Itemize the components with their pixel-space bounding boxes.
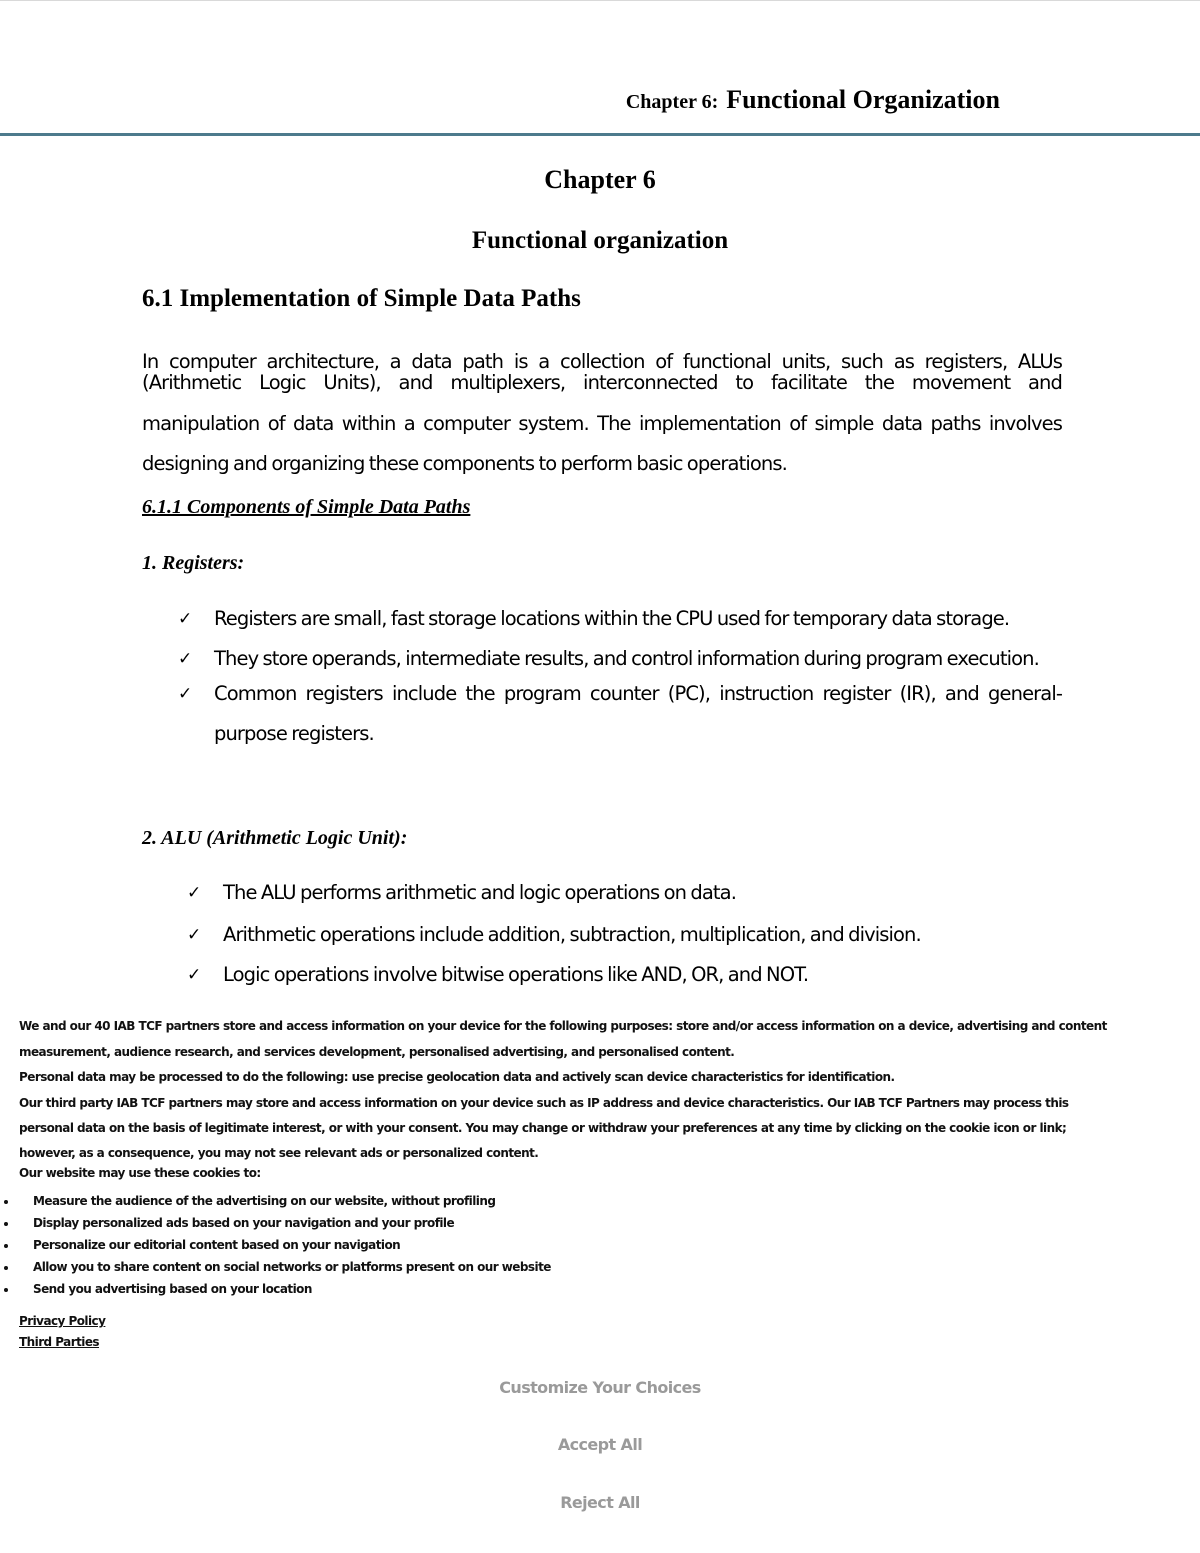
intro-paragraph <box>142 351 1062 474</box>
bullet-text: Arithmetic operations include addition, subtraction, multiplication, and division. <box>223 923 921 946</box>
intro-line: manipulation of data within a computer system. The implementation of simple data paths involves <box>142 412 1062 435</box>
consent-line: Our website may use these cookies to: <box>19 1165 261 1180</box>
header-chapter-title: Functional Organization <box>726 85 1000 114</box>
intro-line: (Arithmetic Logic Units), and multiplexers, interconnected to facilitate the movement and <box>142 371 1062 394</box>
bullet-text: Registers are small, fast storage locations within the CPU used for temporary data storage. <box>214 607 1010 630</box>
checkmark-icon: ✓ <box>187 883 201 903</box>
section-heading: 6.1 Implementation of Simple Data Paths <box>142 285 581 312</box>
bullet-text: They store operands, intermediate results, and control information during program execution. <box>214 647 1039 670</box>
consent-line: Our third party IAB TCF partners may store and access information on your device such as IP address and device characteristics. Our IAB TCF Partners may process this <box>19 1095 1069 1110</box>
privacy-policy-link[interactable]: Privacy Policy <box>19 1314 106 1328</box>
list-item: Allow you to share content on social networks or platforms present on our website <box>2 1256 551 1278</box>
consent-line: personal data on the basis of legitimate interest, or with your consent. You may change or withdraw your preferences at any time by clicking on the cookie icon or link; <box>19 1121 1067 1135</box>
intro-line: In computer architecture, a data path is a collection of functional units, such as registers, ALUs <box>142 350 1062 373</box>
reject-all-button[interactable]: Reject All <box>0 1493 1200 1512</box>
chapter-number: Chapter 6 <box>544 165 656 194</box>
list-item <box>187 955 1062 995</box>
checkmark-icon: ✓ <box>178 609 192 629</box>
consent-text <box>19 1014 1149 1182</box>
list-item: Send you advertising based on your location <box>2 1278 551 1300</box>
cookie-consent-banner <box>0 1010 1200 1553</box>
customize-choices-button[interactable]: Customize Your Choices <box>0 1378 1200 1397</box>
running-header <box>0 85 1000 115</box>
cookie-uses-list <box>2 1190 551 1300</box>
registers-list <box>178 599 1062 754</box>
bullet-text: The ALU performs arithmetic and logic operations on data. <box>223 881 736 904</box>
registers-heading: 1. Registers: <box>142 552 245 574</box>
list-item <box>178 599 1062 639</box>
list-item <box>178 674 1062 754</box>
checkmark-icon: ✓ <box>178 684 192 704</box>
chapter-title: Functional organization <box>471 227 729 254</box>
accept-all-button[interactable]: Accept All <box>0 1435 1200 1454</box>
list-item: Display personalized ads based on your navigation and your profile <box>2 1212 551 1234</box>
subsection-heading: 6.1.1 Components of Simple Data Paths <box>142 496 471 518</box>
checkmark-icon: ✓ <box>187 965 201 985</box>
alu-heading: 2. ALU (Arithmetic Logic Unit): <box>142 827 408 849</box>
checkmark-icon: ✓ <box>178 649 192 669</box>
list-item: Measure the audience of the advertising on our website, without profiling <box>2 1190 551 1212</box>
header-chapter-label: Chapter 6: <box>625 91 719 113</box>
alu-list <box>187 873 1062 995</box>
checkmark-icon: ✓ <box>187 925 201 945</box>
consent-line: however, as a consequence, you may not see relevant ads or personalized content. <box>19 1145 539 1160</box>
third-parties-link[interactable]: Third Parties <box>19 1335 99 1349</box>
list-item <box>187 915 1062 955</box>
intro-line: designing and organizing these components to perform basic operations. <box>142 452 787 475</box>
list-item: Personalize our editorial content based on your navigation <box>2 1234 551 1256</box>
bullet-text: Logic operations involve bitwise operations like AND, OR, and NOT. <box>223 963 809 986</box>
list-item <box>187 873 1062 913</box>
consent-line: We and our 40 IAB TCF partners store and access information on your device for the following purposes: store and/or access information on a device, advertising and content <box>19 1019 1107 1033</box>
bullet-text: Common registers include the program counter (PC), instruction register (IR), and general-purpose registers. <box>214 682 1062 745</box>
consent-line: Personal data may be processed to do the following: use precise geolocation data and actively scan device characteristics for identification. <box>19 1070 895 1084</box>
header-divider <box>0 133 1200 136</box>
consent-line: measurement, audience research, and services development, personalised advertising, and personalised content. <box>19 1044 735 1059</box>
